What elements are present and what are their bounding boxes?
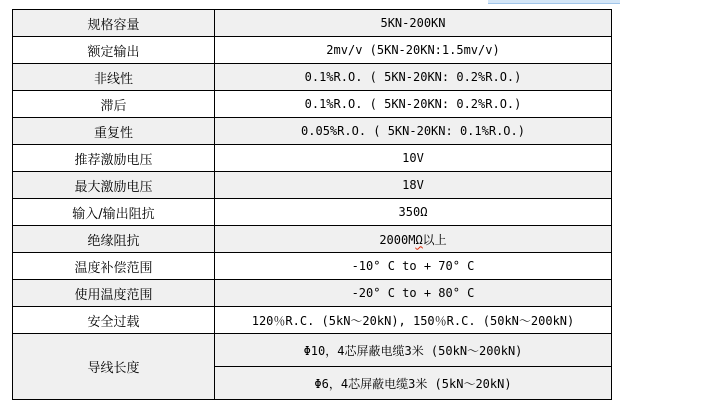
table-row	[13, 280, 612, 307]
spec-label-repeatability: 重复性	[13, 118, 215, 145]
spec-label-insulation: 绝缘阻抗	[13, 226, 215, 253]
spec-value-hysteresis: 0.1%R.O. ( 5KN-20KN: 0.2%R.O.)	[215, 91, 612, 118]
spec-label-cable-length: 导线长度	[13, 334, 215, 400]
spec-label-recommended-excitation: 推荐激励电压	[13, 145, 215, 172]
table-row	[13, 199, 612, 226]
table-row	[13, 145, 612, 172]
spec-value-cable-large: Φ10，4芯屏蔽电缆3米 (50kN～200kN)	[215, 334, 612, 367]
spec-label-hysteresis: 滞后	[13, 91, 215, 118]
spec-value-insulation: 2000MΩ以上	[215, 226, 612, 253]
spec-value-cable-small: Φ6，4芯屏蔽电缆3米 (5kN～20kN)	[215, 367, 612, 400]
table-row	[13, 37, 612, 64]
browser-ui-fragment	[488, 0, 620, 4]
spec-value-max-excitation: 18V	[215, 172, 612, 199]
table-row	[13, 10, 612, 37]
table-row	[13, 307, 612, 334]
table-row	[13, 118, 612, 145]
table-row	[13, 226, 612, 253]
spec-value-safe-overload: 120％R.C. (5kN～20kN), 150％R.C. (50kN～200kN)	[215, 307, 612, 334]
spec-label-safe-overload: 安全过载	[13, 307, 215, 334]
table-row	[13, 253, 612, 280]
spec-label-max-excitation: 最大激励电压	[13, 172, 215, 199]
spec-value-recommended-excitation: 10V	[215, 145, 612, 172]
table-row	[13, 64, 612, 91]
spec-label-temp-compensated: 温度补偿范围	[13, 253, 215, 280]
spec-value-rated-output: 2mv/v (5KN-20KN:1.5mv/v)	[215, 37, 612, 64]
table-row	[13, 172, 612, 199]
spec-value-repeatability: 0.05%R.O. ( 5KN-20KN: 0.1%R.O.)	[215, 118, 612, 145]
spec-label-impedance: 输入/输出阻抗	[13, 199, 215, 226]
table-row	[13, 91, 612, 118]
spec-label-temp-operating: 使用温度范围	[13, 280, 215, 307]
table-row	[13, 334, 612, 367]
spec-value-capacity: 5KN-200KN	[215, 10, 612, 37]
spec-value-nonlinearity: 0.1%R.O. ( 5KN-20KN: 0.2%R.O.)	[215, 64, 612, 91]
spec-table	[12, 9, 612, 400]
spec-label-rated-output: 额定输出	[13, 37, 215, 64]
spec-label-nonlinearity: 非线性	[13, 64, 215, 91]
spec-value-temp-compensated: -10° C to + 70° C	[215, 253, 612, 280]
spec-value-impedance: 350Ω	[215, 199, 612, 226]
spec-label-capacity: 规格容量	[13, 10, 215, 37]
spec-value-temp-operating: -20° C to + 80° C	[215, 280, 612, 307]
